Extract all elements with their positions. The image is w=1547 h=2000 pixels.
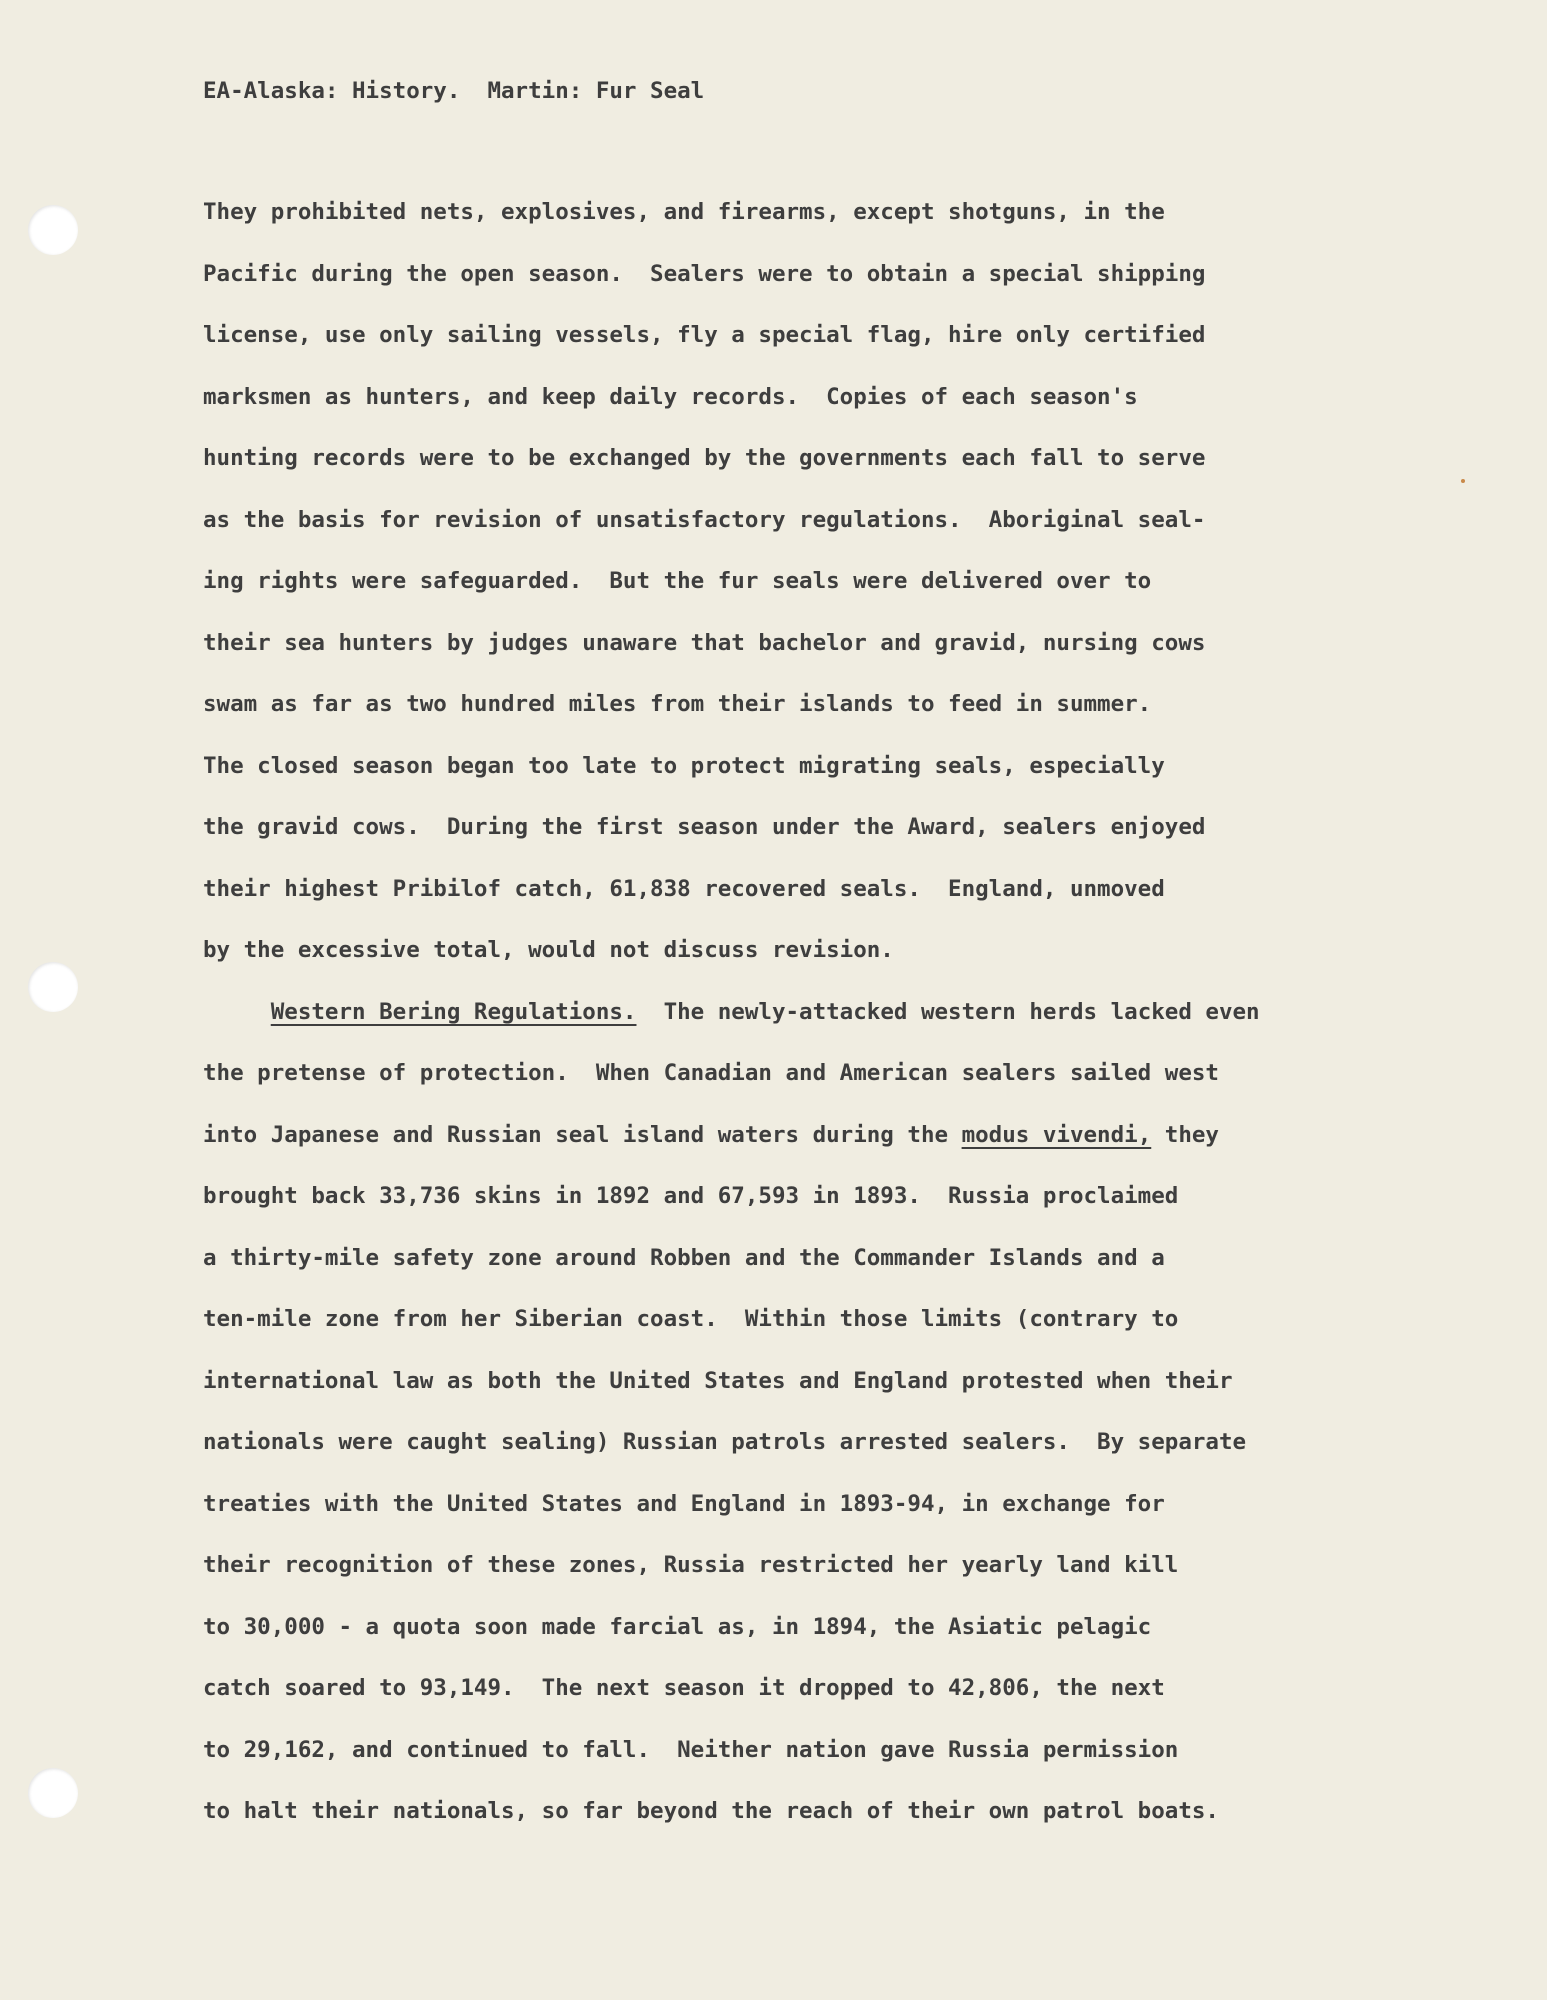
- text-segment: to 30,000 - a quota soon made farcial as, in 1894, the Asiatic pelagic: [203, 1613, 1152, 1640]
- text-line: [203, 628, 1413, 690]
- text-line: [203, 1735, 1413, 1797]
- text-segment: They prohibited nets, explosives, and firearms, except shotguns, in the: [203, 199, 1165, 225]
- text-line: [203, 1796, 1413, 1858]
- text-line: [203, 812, 1413, 874]
- text-segment: The newly-attacked western herds lacked even: [636, 998, 1260, 1025]
- text-segment: [203, 999, 271, 1025]
- text-line: [203, 382, 1413, 444]
- text-line: [203, 1120, 1413, 1182]
- text-segment: their recognition of these zones, Russia restricted her yearly land kill: [203, 1552, 1179, 1578]
- text-segment: they: [1151, 1121, 1219, 1148]
- page-header: EA-Alaska: History. Martin: Fur Seal: [203, 78, 705, 104]
- text-line: [203, 689, 1413, 751]
- text-segment: the pretense of protection. When Canadian and American sealers sailed west: [203, 1060, 1219, 1086]
- body-text: [203, 197, 1413, 1858]
- text-line: [203, 997, 1413, 1059]
- underlined-text: modus vivendi,: [961, 1121, 1152, 1148]
- text-line: [203, 1058, 1413, 1120]
- text-line: [203, 443, 1413, 505]
- text-segment: by the excessive total, would not discuss revision.: [203, 937, 894, 963]
- text-segment: The closed season began too late to protect migrating seals, especially: [203, 752, 1165, 779]
- text-line: [203, 1612, 1413, 1674]
- text-line: [203, 1673, 1413, 1735]
- text-line: [203, 1427, 1413, 1489]
- text-segment: swam as far as two hundred miles from their islands to feed in summer.: [203, 691, 1152, 717]
- text-line: [203, 259, 1413, 321]
- text-segment: international law as both the United States and England protested when their: [203, 1367, 1233, 1394]
- text-line: [203, 197, 1413, 259]
- text-segment: a thirty-mile safety zone around Robben and the Commander Islands and a: [203, 1244, 1165, 1271]
- paper-speck: [1461, 479, 1465, 483]
- text-segment: treaties with the United States and England in 1893-94, in exchange for: [203, 1490, 1165, 1517]
- text-segment: nationals were caught sealing) Russian patrols arrested sealers. By separate: [203, 1429, 1247, 1455]
- text-segment: as the basis for revision of unsatisfactory regulations. Aboriginal seal-: [203, 506, 1206, 533]
- text-segment: their highest Pribilof catch, 61,838 recovered seals. England, unmoved: [203, 875, 1165, 902]
- text-segment: brought back 33,736 skins in 1892 and 67,593 in 1893. Russia proclaimed: [203, 1183, 1179, 1209]
- text-segment: ten-mile zone from her Siberian coast. Within those limits (contrary to: [203, 1306, 1179, 1332]
- punch-hole: [28, 1768, 78, 1818]
- text-line: [203, 1243, 1413, 1305]
- text-segment: license, use only sailing vessels, fly a special flag, hire only certified: [203, 322, 1206, 348]
- text-line: [203, 1489, 1413, 1551]
- text-segment: hunting records were to be exchanged by the governments each fall to serve: [203, 445, 1206, 471]
- punch-hole: [28, 205, 78, 255]
- text-line: [203, 1366, 1413, 1428]
- underlined-text: Western Bering Regulations.: [270, 998, 637, 1025]
- text-segment: into Japanese and Russian seal island waters during the: [203, 1121, 962, 1148]
- text-segment: to 29,162, and continued to fall. Neither nation gave Russia permission: [203, 1736, 1179, 1763]
- text-line: [203, 1550, 1413, 1612]
- text-segment: ing rights were safeguarded. But the fur seals were delivered over to: [203, 568, 1152, 594]
- text-line: [203, 505, 1413, 567]
- text-segment: Pacific during the open season. Sealers were to obtain a special shipping: [203, 260, 1206, 287]
- text-line: [203, 1304, 1413, 1366]
- text-line: [203, 1181, 1413, 1243]
- text-line: [203, 566, 1413, 628]
- text-line: [203, 874, 1413, 936]
- text-segment: the gravid cows. During the first season under the Award, sealers enjoyed: [203, 814, 1206, 840]
- text-line: [203, 320, 1413, 382]
- text-segment: to halt their nationals, so far beyond the reach of their own patrol boats.: [203, 1798, 1219, 1824]
- text-segment: catch soared to 93,149. The next season it dropped to 42,806, the next: [203, 1675, 1165, 1701]
- text-segment: marksmen as hunters, and keep daily records. Copies of each season's: [203, 383, 1138, 410]
- text-line: [203, 751, 1413, 813]
- text-segment: their sea hunters by judges unaware that bachelor and gravid, nursing cows: [203, 629, 1206, 656]
- text-line: [203, 935, 1413, 997]
- punch-hole: [28, 962, 78, 1012]
